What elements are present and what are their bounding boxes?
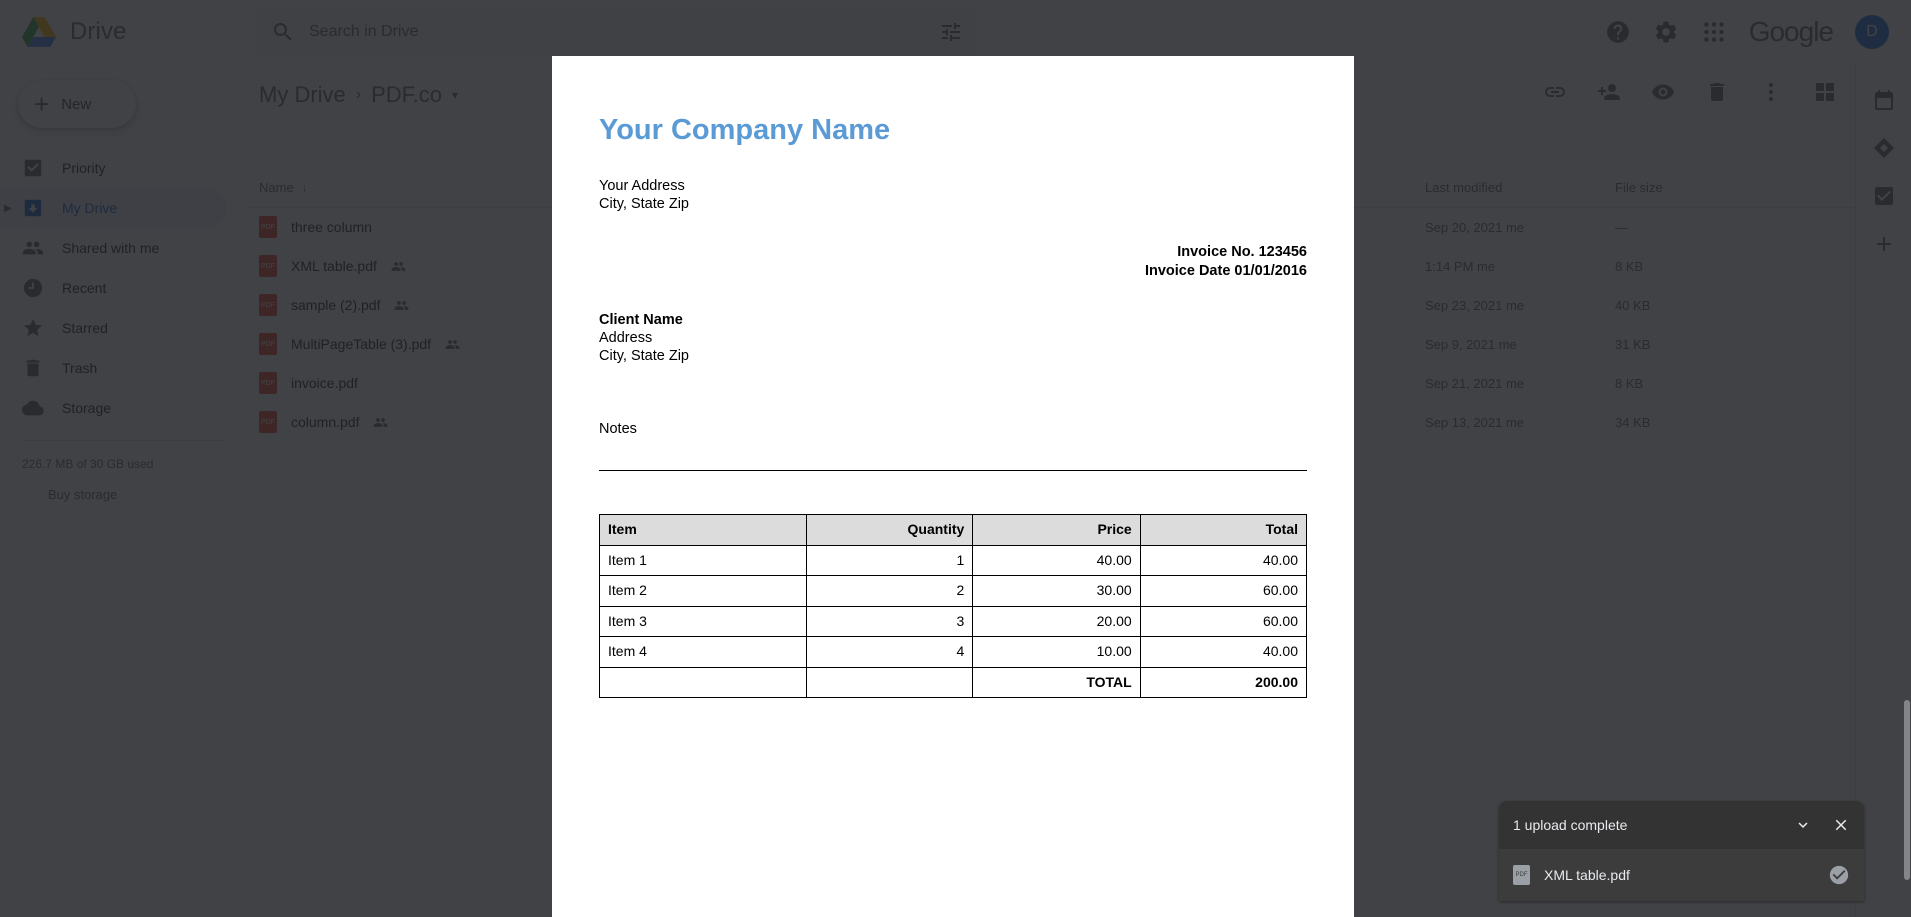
cell-price: 10.00 xyxy=(973,637,1140,668)
cell-empty-2 xyxy=(807,667,973,698)
table-row xyxy=(600,606,1307,637)
cell-quantity: 2 xyxy=(807,576,973,607)
client-city: City, State Zip xyxy=(599,348,689,365)
chevron-down-icon[interactable] xyxy=(1794,816,1812,834)
invoice-number: Invoice No. 123456 xyxy=(1177,244,1307,261)
pdf-file-icon: PDF xyxy=(1513,865,1530,885)
invoice-meta xyxy=(599,243,1307,280)
cell-price: 40.00 xyxy=(973,545,1140,576)
total-label: TOTAL xyxy=(973,667,1140,698)
scrollbar-thumb[interactable] xyxy=(1904,700,1910,880)
header-total: Total xyxy=(1140,515,1306,546)
notes-label: Notes xyxy=(599,421,637,438)
invoice-document xyxy=(552,56,1354,698)
total-value: 200.00 xyxy=(1140,667,1306,698)
upload-toast-item[interactable] xyxy=(1499,849,1864,901)
cell-total: 60.00 xyxy=(1140,576,1306,607)
cell-item: Item 1 xyxy=(600,545,807,576)
upload-toast xyxy=(1499,801,1864,901)
header-quantity: Quantity xyxy=(807,515,973,546)
company-name: Your Company Name xyxy=(599,114,891,146)
upload-toast-title: 1 upload complete xyxy=(1513,817,1628,833)
cell-quantity: 3 xyxy=(807,606,973,637)
cell-empty-1 xyxy=(600,667,807,698)
client-block xyxy=(599,312,1307,366)
table-total-row xyxy=(600,667,1307,698)
upload-complete-check-icon xyxy=(1828,864,1850,886)
pdf-preview-panel xyxy=(552,56,1354,917)
table-row xyxy=(600,637,1307,668)
table-row xyxy=(600,576,1307,607)
table-header-row xyxy=(600,515,1307,546)
cell-total: 40.00 xyxy=(1140,637,1306,668)
client-name: Client Name xyxy=(599,312,683,329)
invoice-items-table xyxy=(599,514,1307,698)
upload-toast-actions xyxy=(1794,816,1850,834)
cell-item: Item 4 xyxy=(600,637,807,668)
table-row xyxy=(600,545,1307,576)
notes-divider xyxy=(599,470,1307,471)
cell-price: 20.00 xyxy=(973,606,1140,637)
page-scrollbar[interactable] xyxy=(1903,0,1911,917)
cell-quantity: 4 xyxy=(807,637,973,668)
cell-quantity: 1 xyxy=(807,545,973,576)
company-address-line1: Your Address xyxy=(599,178,685,195)
close-icon[interactable] xyxy=(1832,816,1850,834)
cell-item: Item 3 xyxy=(600,606,807,637)
cell-total: 60.00 xyxy=(1140,606,1306,637)
header-price: Price xyxy=(973,515,1140,546)
uploaded-file-name: XML table.pdf xyxy=(1544,867,1630,883)
client-address: Address xyxy=(599,330,653,347)
cell-item: Item 2 xyxy=(600,576,807,607)
company-address-line2: City, State Zip xyxy=(599,196,689,213)
header-item: Item xyxy=(600,515,807,546)
cell-total: 40.00 xyxy=(1140,545,1306,576)
invoice-date: Invoice Date 01/01/2016 xyxy=(1144,262,1307,279)
upload-toast-header xyxy=(1499,801,1864,849)
cell-price: 30.00 xyxy=(973,576,1140,607)
